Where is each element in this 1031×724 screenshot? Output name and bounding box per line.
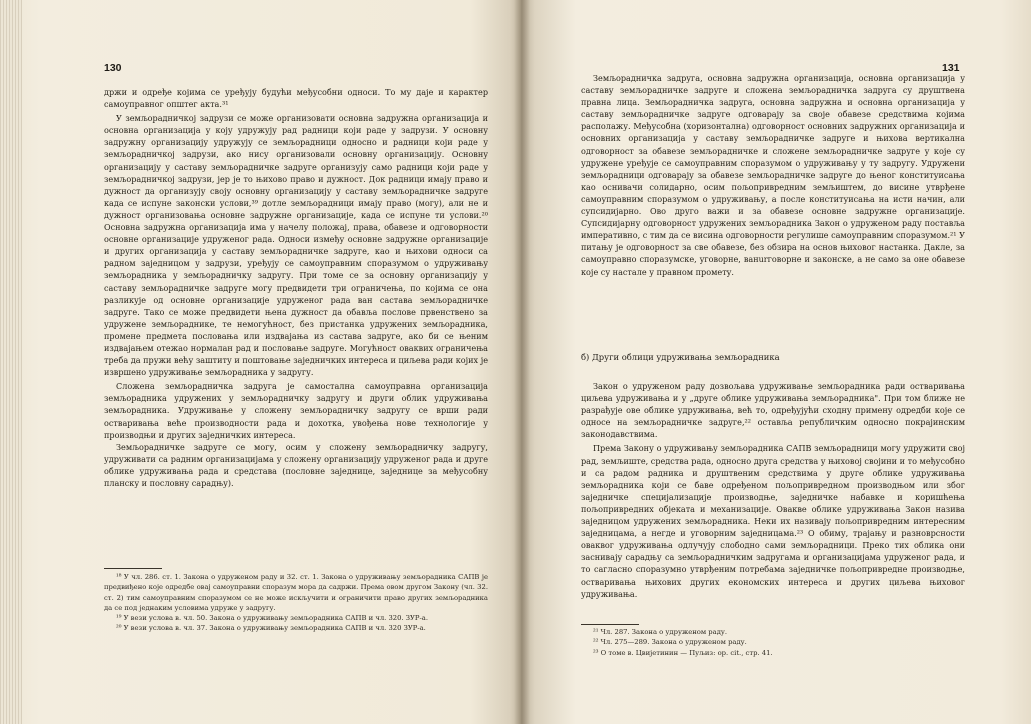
footnote-rule xyxy=(581,624,639,625)
paragraph: У земљорадничкој задрузи се може организовати основна задружна организација и основна организација у коју удружују рад радници који раде у задрузи. У основну задружну организацију удружују се земљорадници односно и радници који раде у земљорадничкој задрузи, ако нису организовали основну организацију. Основну организацију у саставу земљорадничке задруге организују само радници који раде у земљорадничкој задрузи, јер је то њихово право и дужност. Док радници имају право и дужност да организују своју основну организацију у саставу земљорадничке задруге када се испуне законски услови,³⁹ дотле земљорадници имају право (могу), али не и дужност организовања основне задружне организације, када се испуне ти услови.²⁰ Основна задружна организација има у начелу положај, права, обавезе и одговорности основне организације удруженог рада. Односи између основне задружне организације и других организација у саставу земљорадничке задруге, као и њихови односи са радном заједницом у задрузи, уређују се самоуправним споразумом о удруживању земљорадника у земљорадничку задругу. При томе се за основну организацију у саставу земљорадничке задруге могу предвидети три ограничења, по којима се она разликује од основне организације удруженог рада ван састава земљорадничке задруге. Тако се може предвидети њена дужност да обавља послове првенствено за удружене земљораднике, те немогућност, без пристанка удружених земљорадника, промене предмета пословања или издвајања из састава задруге, ако би се њеним издвајањем отежао нормалан рад и пословање задруге. Могућност оваквих ограничења треба да пружи већу заштиту и поштовање заједничких интереса и циљева ради којих је извршено удруживање земљорадника у задругу. xyxy=(104,113,488,378)
paragraph: држи и одређе којима се уређују будући међусобни односи. То му даје и карактер самоуправног општег акта.³¹ xyxy=(104,87,488,110)
paragraph: Према Закону о удруживању земљорадника САПВ земљорадници могу удружити свој рад, земљиште, средства рада, односно друга средства у њиховој својини и то међусобно и са радом радника и друштвеним средствима у друге облике удруживања земљорадника који се баве одређеном пољопривредном производњом или због заједничке специјализације производње, заједничке набавке и коришћења пољопривредних објеката и механизације. Овакве облике удруживања Закон назива заједницом удружених земљорадника. Неки их називају пољопривредним интересним заједницама, а негде и уговорним заједницама.²³ О обиму, трајању и разноврсности оваквог удруживања одлучују слободно сами земљорадници. Преко тих облика они заснивају сарадњу са земљорадничким задругама и организацијама удруженог рада, и то сагласно споразумно утврђеним потребама заједничке пољопривредне производње, остваривања њихових других економских интереса и других циљева њиховог удруживања. xyxy=(581,443,965,599)
paragraph: Земљорадничке задруге се могу, осим у сложену земљорадничку задругу, удруживати са радним организацијама у сложену организацију удруженог рада и друге облике удруживања рада и средстава (пословне заједнице, заједнице за међусобну планску и пословну сарадњу). xyxy=(104,441,488,488)
footnote: ²⁰ У вези услова в. чл. 37. Закона о удруживању земљорадника САПВ и чл. 320 ЗУР-а. xyxy=(116,624,426,633)
page-stack-edge xyxy=(0,0,22,724)
right-body-text-top xyxy=(581,72,965,278)
footnote: ²¹ Чл. 287. Закона о удруженом раду. xyxy=(593,628,728,636)
right-page xyxy=(521,0,1031,724)
left-footnotes xyxy=(104,572,488,634)
left-body-text xyxy=(104,86,488,489)
paragraph: Сложена земљорадничка задруга је самостална самоуправна организација земљорадника удружених у земљорадничку задругу и други облик удруживања земљорадника. Удруживање у сложену земљорадничку задругу се врши ради остваривања веће производности рада и дохотка, увођења нове технологије у производњи и других заједничких интереса. xyxy=(104,381,488,440)
footnote: ¹⁹ У вези услова в. чл. 50. Закона о удруживању земљорадника САПВ и чл. 320. ЗУР-а. xyxy=(116,614,428,623)
book-gutter xyxy=(514,0,530,724)
footnote: ²³ О томе в. Цвијетинин — Пуљиз: op. cit., стр. 41. xyxy=(593,648,773,657)
page-number: 130 xyxy=(104,62,122,74)
page-number: 131 xyxy=(942,62,960,74)
right-footnotes xyxy=(581,627,965,658)
footnote-rule xyxy=(104,568,162,569)
right-body-text-bottom xyxy=(581,380,965,600)
paragraph: Земљорадничка задруга, основна задружна организација, основна организација у саставу земљорадничке задруге и сложена земљорадничка задруга су друштвена правна лица. Земљорадничка задруга, основна задружна и основна организација у саставу земљорадничке задруге одговарају за своје обавезе средствима којима располажу. Међусобна (хоризонтална) одговорност основних задружних организација и основних организација у саставу земљорадничке задруге и њихова вертикална одговорност за обавезе земљорадничке и сложене земљорадничке задруге у које су удружене уређује се самоуправним споразумом о удруживању у ту задругу. Удружени земљорадници одговарају за обавезе земљорадничке задруге до њеног конституисања као оснивачи солидарно, осим пољопривредним земљиштем, до висине утврђене самоуправним споразумом о удруживању, а после конституисања на исти начин, али супсидијарно. Ово друго важи и за обавезе основне задружне организације. Супсидијарну одговорност удружених земљорадника Закон о удруженом раду поставља императивно, с тим да се висина одговорности регулише самоуправним споразумом.²¹ У питању је одговорност за све обавезе, без обзира на основ њиховог настанка. Дакле, за самоуправно споразумске, уговорне, ванurговорне и законске, а не само за оне обавезе које су настале у правном промету. xyxy=(581,73,965,277)
footnote: ²² Чл. 275—289. Закона о удруженом раду. xyxy=(593,638,747,647)
footnote: ¹⁸ У чл. 286. ст. 1. Закона о удруженом раду и 32. ст. 1. Закона о удруживању земљорадника САПВ је предвиђено које одредбе овај самоуправни споразум мора да садржи. Према овом другом Закону (чл. 32. ст. 2) тим самоуправним споразумом се не може искључити и ограничити право других земљорадника да се под једнаким условима удруже у задругу. xyxy=(104,573,488,612)
paragraph: Закон о удруженом раду дозвољава удруживање земљорадника ради остваривања циљева удруживања и у „друге облике удруживања земљорадника". При том ближе не разрађује ове облике удруживања, већ то, одређујући сходну примену одредби које се односе на земљорадничке задруге,²² оставља републичким односно покрајинским законодавствима. xyxy=(581,381,965,440)
section-heading: б) Други облици удруживања земљорадника xyxy=(581,352,780,362)
